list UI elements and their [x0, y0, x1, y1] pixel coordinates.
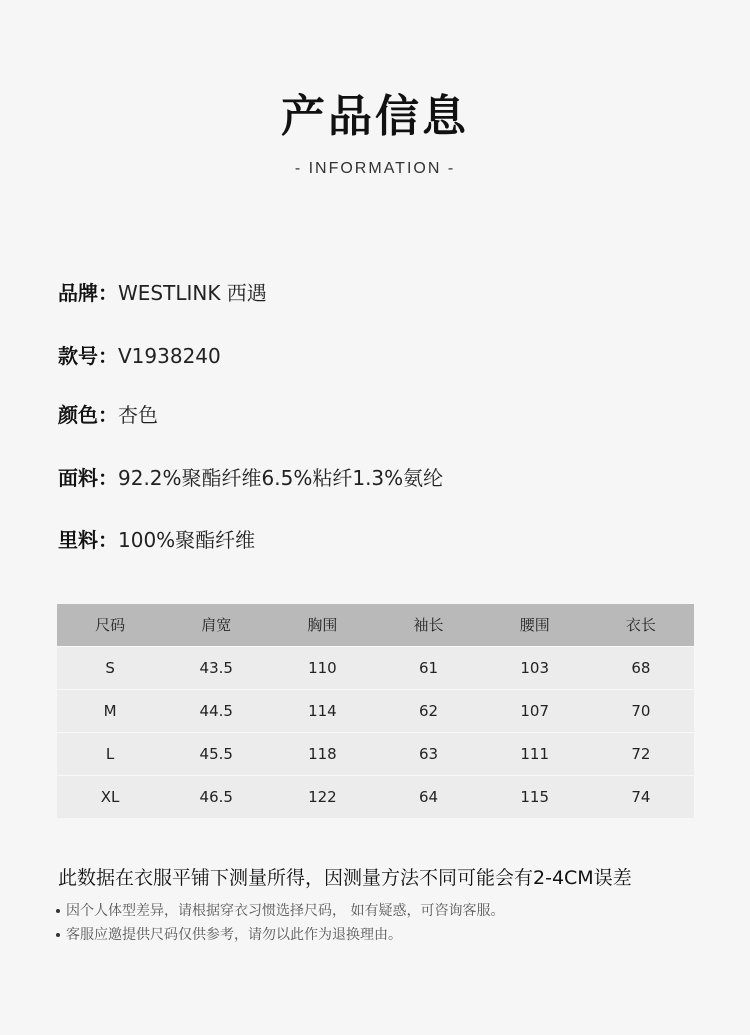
- info-value: V1938240: [118, 344, 221, 368]
- info-lining: [58, 526, 255, 554]
- table-cell: 44.5: [163, 689, 269, 732]
- info-value: 92.2%聚酯纤维6.5%粘纤1.3%氨纶: [118, 466, 444, 490]
- info-color: [58, 401, 158, 429]
- table-cell: 62: [375, 689, 481, 732]
- table-cell: 43.5: [163, 646, 269, 689]
- table-cell: 64: [375, 775, 481, 818]
- size-header: 尺码: [57, 604, 163, 646]
- table-cell: 72: [588, 732, 694, 775]
- info-label: 颜色：: [58, 403, 118, 427]
- table-cell: 122: [269, 775, 375, 818]
- table-cell: 114: [269, 689, 375, 732]
- info-label: 里料：: [58, 528, 118, 552]
- table-cell: 74: [588, 775, 694, 818]
- table-cell: 70: [588, 689, 694, 732]
- info-value: 杏色: [118, 403, 158, 427]
- table-cell: 111: [482, 732, 588, 775]
- sleeve-header: 袖长: [375, 604, 481, 646]
- info-value: WESTLINK 西遇: [118, 281, 267, 305]
- length-header: 衣长: [588, 604, 694, 646]
- bullet-dot-icon: [56, 909, 60, 913]
- size-table: [57, 604, 694, 818]
- chest-header: 胸围: [269, 604, 375, 646]
- table-cell: 68: [588, 646, 694, 689]
- table-cell: 63: [375, 732, 481, 775]
- page-title: 产品信息: [281, 91, 469, 142]
- table-cell: 103: [482, 646, 588, 689]
- size-table-header-row: [57, 604, 694, 646]
- table-cell: L: [57, 732, 163, 775]
- note-bullet-text: 客服应邀提供尺码仅供参考，请勿以此作为退换理由。: [66, 927, 402, 943]
- note-bullet: [56, 900, 504, 920]
- info-style-number: [58, 342, 221, 370]
- waist-header: 腰围: [482, 604, 588, 646]
- page-subtitle: - INFORMATION -: [294, 160, 456, 177]
- info-label: 面料：: [58, 466, 118, 490]
- table-row: [57, 646, 694, 689]
- table-row: [57, 732, 694, 775]
- info-label: 款号：: [58, 344, 118, 368]
- table-cell: S: [57, 646, 163, 689]
- table-cell: 118: [269, 732, 375, 775]
- shoulder-header: 肩宽: [163, 604, 269, 646]
- table-row: [57, 775, 694, 818]
- info-fabric: [58, 464, 443, 492]
- info-value: 100%聚酯纤维: [118, 528, 256, 552]
- table-cell: 110: [269, 646, 375, 689]
- table-cell: 45.5: [163, 732, 269, 775]
- info-brand: [58, 279, 267, 307]
- info-label: 品牌：: [58, 281, 118, 305]
- table-cell: XL: [57, 775, 163, 818]
- table-cell: 46.5: [163, 775, 269, 818]
- table-cell: M: [57, 689, 163, 732]
- note-bullet-text: 因个人体型差异，请根据穿衣习惯选择尺码， 如有疑惑，可咨询客服。: [66, 903, 505, 919]
- table-row: [57, 689, 694, 732]
- measurement-note: 此数据在衣服平铺下测量所得，因测量方法不同可能会有2-4CM误差: [58, 867, 632, 889]
- table-cell: 61: [375, 646, 481, 689]
- note-bullet: [56, 924, 402, 944]
- table-cell: 115: [482, 775, 588, 818]
- bullet-dot-icon: [56, 933, 60, 937]
- table-cell: 107: [482, 689, 588, 732]
